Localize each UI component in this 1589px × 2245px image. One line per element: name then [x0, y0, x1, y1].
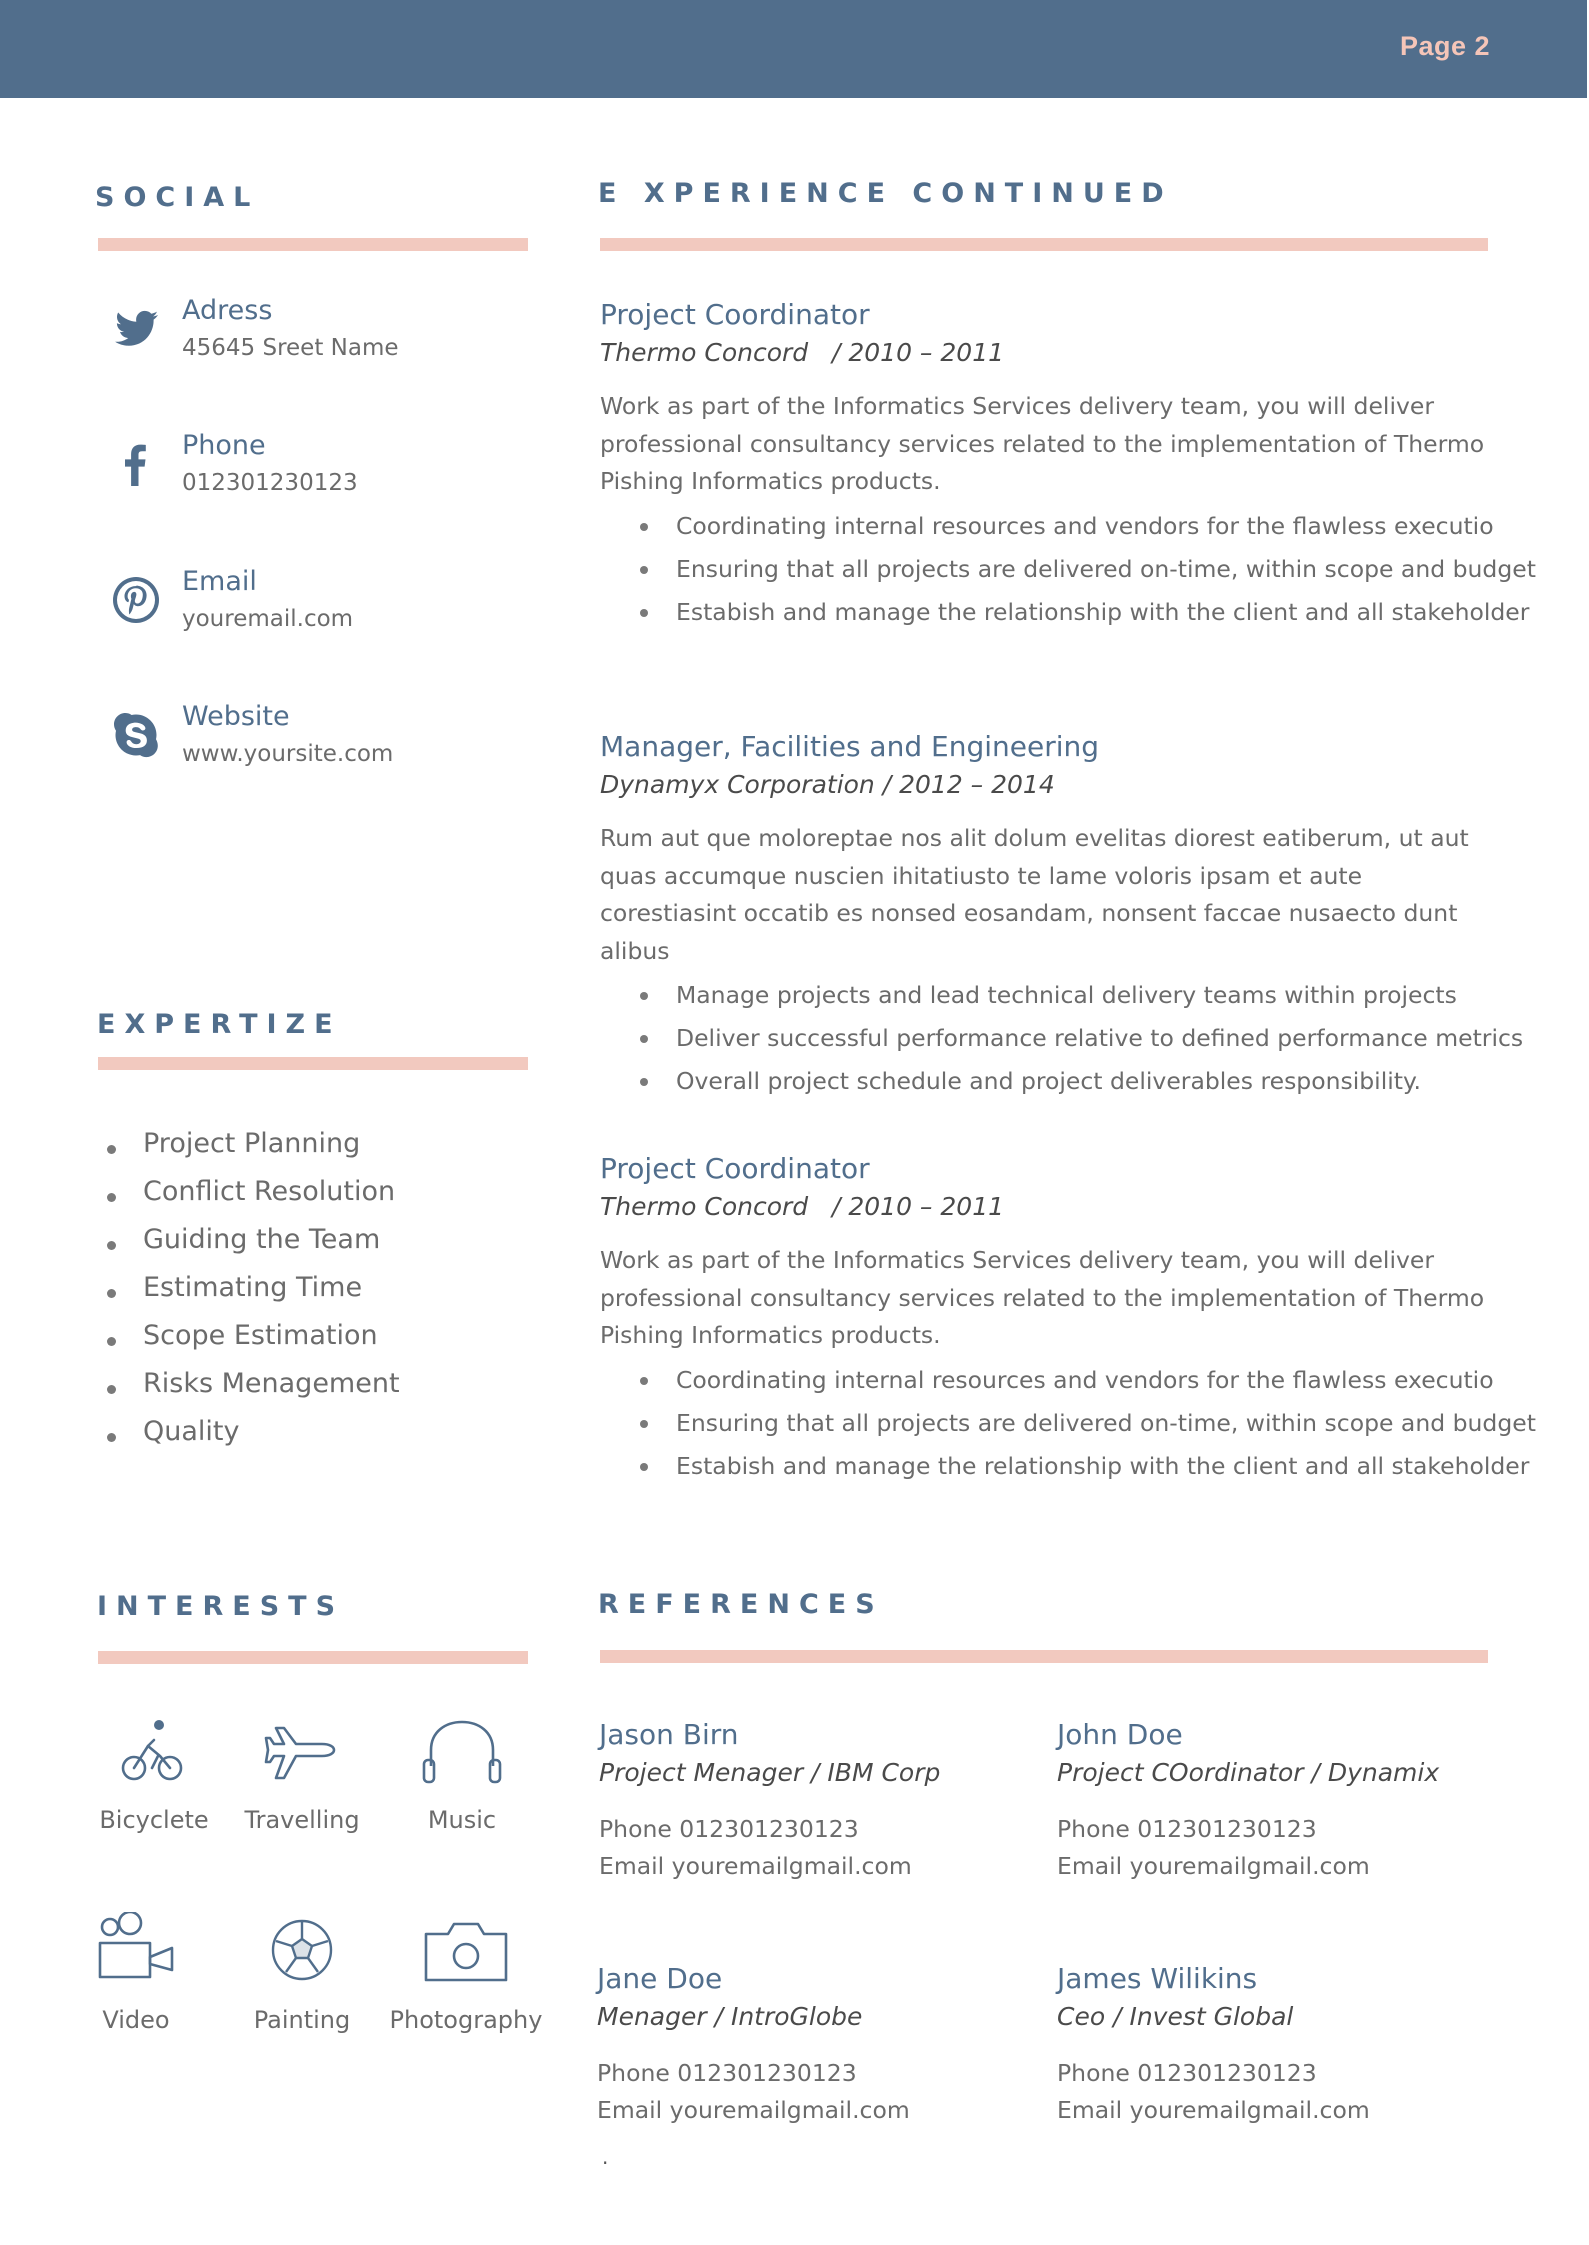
reference-role: Ceo / Invest Global: [1057, 2002, 1294, 2031]
interest-painting: [222, 1912, 382, 2034]
job-title: Manager, Facilities and Engineering: [600, 730, 1100, 763]
job-company: Thermo Concord / 2010 – 2011: [600, 338, 1005, 367]
social-value: youremail.com: [182, 606, 354, 632]
reference-name: John Doe: [1057, 1718, 1183, 1751]
interest-label: Bicyclete: [99, 1806, 209, 1834]
pinterest-icon: [110, 574, 162, 626]
interest-bicycle: [74, 1712, 234, 1834]
list-item: Project Planning: [100, 1128, 400, 1176]
list-item: Scope Estimation: [100, 1320, 400, 1368]
list-item: Estabish and manage the relationship with the client and all stakeholder: [600, 591, 1500, 634]
job-bullets: [600, 1359, 1536, 1488]
reference-card: [1057, 1718, 1497, 1885]
reference-name: Jane Doe: [597, 1962, 723, 1995]
reference-email: Email youremailgmail.com: [1057, 1852, 1370, 1880]
interest-label: Video: [102, 2006, 170, 2034]
skype-icon: [110, 709, 162, 761]
interest-label: Painting: [253, 2006, 351, 2034]
reference-phone: Phone 012301230123: [599, 1815, 859, 1843]
interests-divider: [98, 1651, 528, 1664]
interest-label: Music: [427, 1806, 497, 1834]
experience-heading: E XPERIENCE CONTINUED: [598, 178, 1173, 209]
social-item-email: [110, 566, 530, 656]
social-item-website: [110, 701, 530, 791]
twitter-icon: [110, 303, 162, 355]
social-item-address: [110, 295, 530, 385]
reference-card: [1057, 1962, 1497, 2129]
list-item: Estimating Time: [100, 1272, 400, 1320]
experience-entry: [600, 298, 1536, 634]
social-label: Website: [182, 701, 290, 732]
experience-entry: [600, 730, 1524, 1103]
social-label: Email: [182, 566, 257, 597]
social-value: 012301230123: [182, 470, 358, 496]
references-divider: [600, 1650, 1488, 1663]
experience-divider: [600, 238, 1488, 251]
reference-phone: Phone 012301230123: [1057, 2059, 1317, 2087]
list-item: Coordinating internal resources and vendors for the flawless executio: [600, 505, 1500, 548]
interest-video: [56, 1912, 216, 2034]
reference-role: Project COordinator / Dynamix: [1057, 1758, 1440, 1787]
job-description: Work as part of the Informatics Services delivery team, you will deliver professional consultancy services related to the implementation of Thermo Pishing Informatics products.: [600, 392, 1485, 495]
list-item: Overall project schedule and project deliverables responsibility.: [600, 1060, 1500, 1103]
camera-icon: [418, 1912, 514, 1988]
social-label: Phone: [182, 430, 266, 461]
job-company: Dynamyx Corporation / 2012 – 2014: [600, 770, 1055, 799]
expertize-list: [100, 1128, 400, 1464]
social-divider: [98, 238, 528, 251]
expertize-heading: EXPERTIZE: [97, 1009, 342, 1040]
interest-label: Photography: [389, 2006, 543, 2034]
airplane-icon: [262, 1712, 342, 1788]
reference-card: [599, 1718, 1039, 1885]
video-camera-icon: [88, 1912, 184, 1988]
reference-email: Email youremailgmail.com: [599, 1852, 912, 1880]
list-item: Coordinating internal resources and vendors for the flawless executio: [600, 1359, 1500, 1402]
soccer-ball-icon: [262, 1912, 342, 1988]
list-item: Ensuring that all projects are delivered on-time, within scope and budget: [600, 1402, 1500, 1445]
job-title: Project Coordinator: [600, 1152, 870, 1185]
reference-email: Email youremailgmail.com: [597, 2096, 910, 2124]
social-value: 45645 Sreet Name: [182, 335, 399, 361]
job-description: Rum aut que moloreptae nos alit dolum evelitas diorest eatiberum, ut aut quas accumque nuscien ihitatiusto te lame voloris ipsam et aute corestiasint occatib es nonsed eosandam, nonsent faccae nusaecto dunt alibus: [600, 824, 1469, 965]
reference-role: Menager / IntroGlobe: [597, 2002, 863, 2031]
list-item: Estabish and manage the relationship with the client and all stakeholder: [600, 1445, 1500, 1488]
interests-heading: INTERESTS: [97, 1591, 345, 1622]
expertize-divider: [98, 1057, 528, 1070]
reference-email: Email youremailgmail.com: [1057, 2096, 1370, 2124]
job-title: Project Coordinator: [600, 298, 870, 331]
interest-label: Travelling: [244, 1806, 360, 1834]
job-description: Work as part of the Informatics Services delivery team, you will deliver professional consultancy services related to the implementation of Thermo Pishing Informatics products.: [600, 1246, 1485, 1349]
list-item: Guiding the Team: [100, 1224, 400, 1272]
reference-card: [597, 1962, 1037, 2129]
job-bullets: [600, 974, 1524, 1103]
list-item: Manage projects and lead technical delivery teams within projects: [600, 974, 1500, 1017]
job-company: Thermo Concord / 2010 – 2011: [600, 1192, 1005, 1221]
facebook-icon: [110, 438, 162, 490]
references-heading: REFERENCES: [598, 1589, 884, 1620]
social-label: Adress: [182, 295, 273, 326]
trailing-mark: .: [602, 2145, 609, 2169]
social-heading: SOCIAL: [95, 182, 260, 213]
reference-name: Jason Birn: [599, 1718, 739, 1751]
interest-photography: [386, 1912, 546, 2034]
header-bar: [0, 0, 1587, 98]
experience-entry: [600, 1152, 1536, 1488]
interest-travelling: [222, 1712, 382, 1834]
list-item: Quality: [100, 1416, 400, 1464]
headphones-icon: [407, 1712, 517, 1788]
list-item: Conflict Resolution: [100, 1176, 400, 1224]
social-value: www.yoursite.com: [182, 741, 394, 767]
job-bullets: [600, 505, 1536, 634]
interest-music: [382, 1712, 542, 1834]
list-item: Risks Menagement: [100, 1368, 400, 1416]
reference-role: Project Menager / IBM Corp: [599, 1758, 941, 1787]
list-item: Deliver successful performance relative to defined performance metrics: [600, 1017, 1500, 1060]
reference-phone: Phone 012301230123: [1057, 1815, 1317, 1843]
page-number: Page 2: [1399, 31, 1490, 61]
bicycle-icon: [114, 1712, 194, 1788]
list-item: Ensuring that all projects are delivered on-time, within scope and budget: [600, 548, 1500, 591]
social-item-phone: [110, 430, 530, 520]
reference-name: James Wilikins: [1057, 1962, 1258, 1995]
reference-phone: Phone 012301230123: [597, 2059, 857, 2087]
